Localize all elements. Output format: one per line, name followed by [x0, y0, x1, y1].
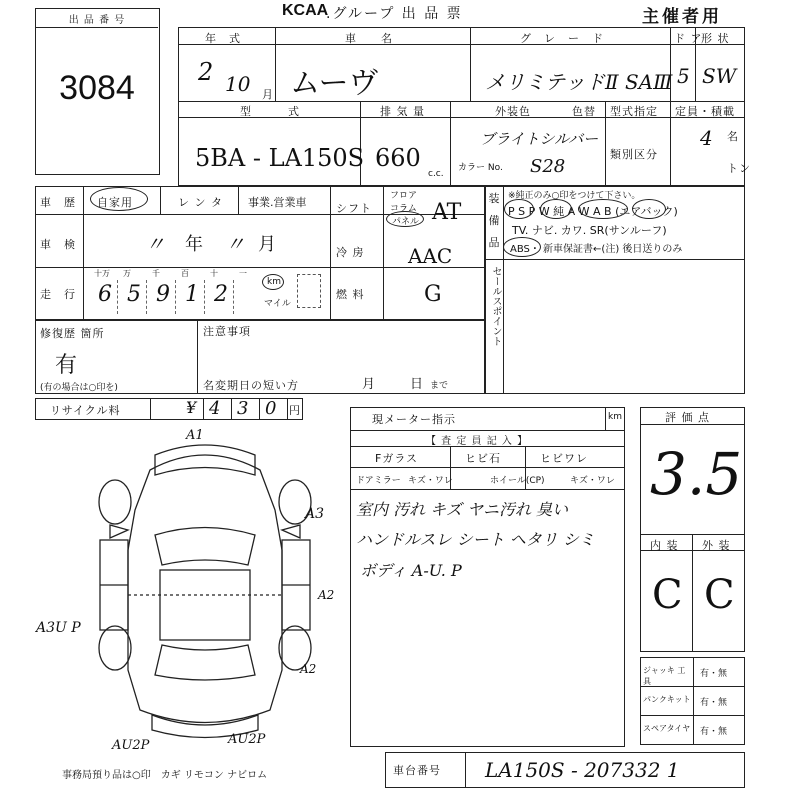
mark-rear-right: AU2P	[228, 732, 266, 747]
recycle-currency: ¥	[186, 398, 197, 417]
mileage-digit: 6	[98, 282, 112, 307]
interior-grade: C	[652, 572, 683, 618]
fuel-value: G	[424, 282, 442, 307]
history-rental: レ ン タ	[178, 196, 223, 209]
abs-circle	[503, 237, 541, 257]
inspector-header: 【 査 定 員 記 入 】	[426, 436, 529, 447]
rating-score: 3.5	[650, 440, 743, 508]
color-change-label: 色替	[572, 105, 596, 118]
model-value: 5BA - LA150S	[195, 144, 365, 172]
mileage-unit-label: 十	[210, 269, 218, 278]
deadline-suffix: まで	[430, 381, 449, 391]
shift-panel: パネル	[392, 217, 420, 227]
recycle-digit: 3	[237, 398, 249, 419]
interior-label: 内 装	[650, 539, 679, 552]
year-month-unit: 月	[262, 88, 274, 101]
mileage-label: 走 行	[40, 288, 76, 301]
chassis-value: LA150S - 207332 1	[485, 758, 680, 782]
mileage-unit-label: 十万	[94, 269, 110, 278]
shaken-month-value: 〃	[225, 232, 245, 256]
repair-note: (有の場合は○印を)	[40, 383, 118, 393]
pw-circle	[540, 199, 572, 219]
fuel-label: 燃 料	[336, 288, 365, 301]
doors-label: ド ア	[674, 32, 703, 45]
shaken-month-unit: 月	[258, 234, 276, 255]
repair-label: 修復歴 箇所	[40, 327, 105, 340]
displacement-label: 排 気 量	[380, 105, 425, 118]
mirror-value: キズ・ワレ	[408, 476, 453, 486]
recycle-digit: 0	[265, 398, 277, 419]
sales-point-label: セールスポイント	[490, 266, 501, 346]
chassis-label: 車台番号	[393, 764, 441, 777]
mark-right-mid: A2	[318, 588, 335, 602]
mileage-digit: 2	[214, 282, 228, 307]
shift-floor: フロア	[390, 191, 418, 201]
load-unit: トン	[727, 162, 751, 175]
tools-item-label: ジャッキ 工 具	[643, 666, 694, 686]
tools-item-value: 有・無	[700, 727, 728, 737]
doors-value: 5	[677, 64, 690, 88]
km-circle	[262, 274, 284, 290]
body-type-value: SW	[702, 64, 737, 88]
tools-item-value: 有・無	[700, 669, 728, 679]
year-month: 10	[225, 72, 251, 96]
capacity-value: 4	[700, 126, 713, 150]
lot-label: 出 品 番 号	[68, 15, 126, 26]
vehicle-name: ムーヴ	[290, 66, 379, 101]
exterior-label: 外 装	[702, 539, 731, 552]
notes-label: 注意事項	[203, 325, 251, 338]
shaken-label: 車 検	[40, 238, 76, 251]
displacement-unit: c.c.	[428, 169, 444, 179]
car-diagram	[60, 430, 350, 750]
mark-right-front: A3	[305, 506, 325, 522]
deadline-label: 名変期日の短い方	[203, 379, 299, 392]
deadline-month: 月	[362, 377, 376, 392]
rating-label: 評 価 点	[665, 411, 710, 424]
body-type-label: 形 状	[701, 32, 730, 45]
panel-circle	[386, 211, 424, 227]
mirror-label: ドアミラー	[356, 476, 401, 486]
shift-value: AT	[432, 200, 462, 225]
type-spec-label: 型式指定	[610, 105, 658, 118]
equipment-line-1: P S P W 純 A W A B (エアバック)	[508, 205, 678, 218]
inspector-note-2: ハンドルスレ シート ヘタリ シミ	[356, 530, 595, 549]
ab-circle	[632, 199, 666, 219]
wheel-value: キズ・ワレ	[570, 476, 615, 486]
glass-chip: ヒビ石	[465, 452, 501, 465]
shift-column: コラム	[390, 204, 417, 214]
class-label: 類別区分	[610, 148, 658, 161]
header-title: .グループ 出 品 票	[326, 6, 463, 22]
shaken-year-value: 〃	[145, 232, 165, 256]
recycle-digit: 4	[209, 398, 221, 419]
mark-front: A1	[186, 428, 204, 443]
shaken-year-unit: 年	[185, 234, 203, 255]
private-circle	[90, 187, 148, 211]
color-value: ブライトシルバー	[480, 130, 599, 148]
equipment-label: 装備品	[488, 192, 500, 249]
deadline-day: 日	[410, 377, 424, 392]
mileage-unit-label: 百	[181, 269, 189, 278]
equipment-note: ※純正のみ○印をつけて下さい。	[508, 191, 641, 201]
displacement-value: 660	[375, 144, 421, 172]
history-label: 車 歴	[40, 196, 76, 209]
grade-value: メリミテッドⅡ SAⅢ	[485, 70, 673, 94]
year-era: 2	[198, 58, 214, 86]
mileage-mile: マイル	[264, 299, 291, 309]
year-label: 年 式	[205, 32, 241, 45]
mileage-unit-label: 万	[123, 269, 131, 278]
tools-item-label: スペアタイヤ	[643, 724, 691, 733]
shift-label: シフト	[336, 202, 372, 215]
tools-item-value: 有・無	[700, 698, 728, 708]
diagram-footer: 事務局預り品は○印 カギ リモコン ナビロム	[62, 770, 268, 781]
mileage-digit: 9	[156, 282, 170, 307]
meter-label: 現メーター指示	[372, 413, 456, 426]
recycle-unit: 円	[289, 404, 301, 417]
mileage-unit-label: 一	[239, 269, 247, 278]
glass-crack: ヒビワレ	[540, 452, 588, 465]
lot-box	[35, 8, 160, 175]
mileage-box	[297, 274, 321, 308]
history-business: 事業.営業車	[248, 196, 307, 209]
color-label: 外装色	[495, 105, 531, 118]
exterior-grade: C	[704, 572, 735, 618]
name-label: 車 名	[345, 32, 393, 45]
equipment-line-3: ABS・ 新車保証書←(注) 後日送りのみ	[510, 244, 683, 255]
ac-value: AAC	[408, 244, 453, 268]
color-no-label: カラー No.	[458, 163, 503, 173]
inspector-note-3: ボディ A-U. P	[360, 561, 462, 580]
history-private: 自家用	[97, 196, 133, 209]
capacity-unit: 名	[727, 130, 739, 143]
tools-item-label: パンクキット	[643, 695, 691, 704]
equipment-line-2: TV. ナビ. カワ. SR(サンルーフ)	[512, 224, 667, 237]
mileage-digit: 1	[185, 282, 199, 307]
mileage-digit: 5	[127, 282, 141, 307]
header-brand: KCAA	[282, 2, 329, 19]
ac-label: 冷 房	[336, 246, 365, 259]
ps-circle	[504, 199, 534, 219]
meter-unit: km	[608, 412, 622, 422]
inspector-note-1: 室内 汚れ キズ ヤニ汚れ 臭い	[356, 500, 569, 519]
repair-value: 有	[55, 353, 78, 378]
aw-circle	[578, 199, 628, 219]
model-label: 型 式	[240, 105, 300, 118]
grade-label: グ レ ー ド	[520, 32, 604, 45]
color-no-value: S28	[530, 156, 566, 177]
glass-label: Fガラス	[375, 452, 418, 465]
mark-left: A3U P	[36, 620, 81, 636]
mark-rear-left: AU2P	[112, 738, 150, 753]
wheel-label: ホイール(CP)	[490, 476, 545, 486]
organizer-label: 主催者用	[642, 7, 722, 27]
lot-number: 3084	[59, 69, 135, 107]
recycle-label: リサイクル料	[50, 404, 121, 417]
mark-right-rear: A2	[300, 662, 317, 676]
mileage-km: km	[267, 277, 281, 287]
mileage-unit-label: 千	[152, 269, 160, 278]
capacity-label: 定員・積載	[675, 105, 735, 118]
